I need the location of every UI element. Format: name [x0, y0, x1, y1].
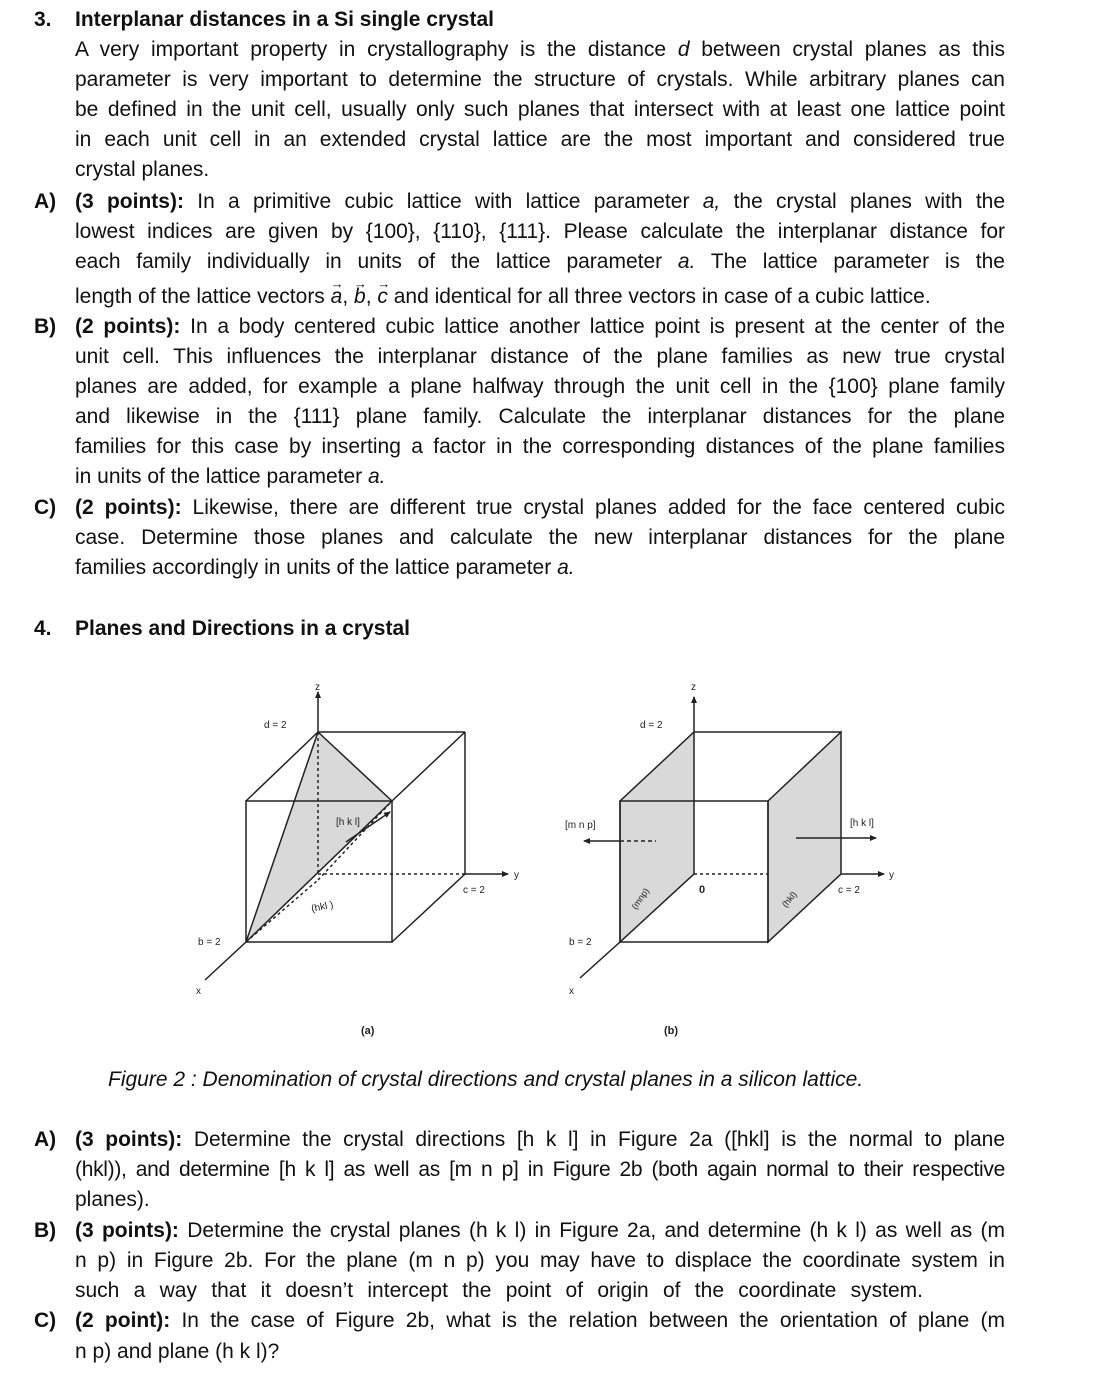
q3b-label: B): [34, 315, 57, 338]
q3b-line-1: (2 points): In a body centered cubic lattice another lattice point is present at the center of the: [75, 315, 1006, 338]
q3-title: Interplanar distances in a Si single crystal: [75, 8, 494, 31]
q4a-line-1: (3 points): Determine the crystal directions [h k l] in Figure 2a ([hkl] is the normal to plane: [75, 1128, 1005, 1151]
q3a-label: A): [34, 190, 57, 213]
fig-b-z-label: z: [691, 682, 696, 693]
q4a-label: A): [34, 1128, 57, 1151]
vector-c: → c: [377, 283, 388, 311]
fig-a-b-label: b = 2: [198, 937, 221, 948]
q3-intro-line-4: in each unit cell in an extended crystal lattice are the most important and considered true: [75, 128, 1005, 151]
fig-a-z-label: z: [315, 682, 320, 693]
q3b-line-6: in units of the lattice parameter a.: [75, 465, 386, 488]
fig-b-mnp-dir-label: [m n p]: [565, 820, 596, 831]
q4c-line-2: n p) and plane (h k l)?: [75, 1340, 280, 1363]
q4a-line-3: planes).: [75, 1188, 150, 1211]
vector-b: → b: [354, 283, 366, 311]
figure-2a: [205, 692, 508, 980]
plane-mnp-b: [620, 732, 694, 942]
q3c-label: C): [34, 496, 57, 519]
fig-a-d-label: d = 2: [264, 720, 287, 731]
figure-caption: Figure 2 : Denomination of crystal directions and crystal planes in a silicon lattice.: [108, 1068, 864, 1091]
q4a-line-2: (hkl)), and determine [h k l] as well as [m n p] in Figure 2b (both again normal to their respective: [75, 1158, 1005, 1181]
fig-b-y-label: y: [889, 870, 894, 881]
fig-b-mnp-plane-label: (mnp): [629, 886, 652, 912]
fig-a-plane-label: (hkl ): [310, 899, 335, 915]
q3b-line-4: and likewise in the {111} plane family. Calculate the interplanar distances for the plane: [75, 405, 1005, 428]
q4c-label: C): [34, 1309, 57, 1332]
q4b-line-3: such a way that it doesn’t intercept the point of origin of the coordinate system.: [75, 1279, 923, 1302]
fig-b-b-label: b = 2: [569, 937, 592, 948]
q3a-line-2: lowest indices are given by {100}, {110}, {111}. Please calculate the interplanar distance for: [75, 220, 1005, 243]
fig-b-x-label: x: [569, 986, 574, 997]
q3-intro-line-5: crystal planes.: [75, 158, 210, 181]
q3-intro-line-3: be defined in the unit cell, usually only such planes that intersect with at least one lattice point: [75, 98, 1005, 121]
fig-a-x-label: x: [196, 986, 201, 997]
q4b-label: B): [34, 1219, 57, 1242]
q3a-line-4: length of the lattice vectors → a, → b, → c and identical for all three vectors in case of a cubic lattice.: [75, 283, 931, 311]
fig-b-sublabel: (b): [664, 1025, 679, 1037]
figure-2: [0, 660, 1097, 1060]
q4c-line-1: (2 point): In the case of Figure 2b, what is the relation between the orientation of plane (m: [75, 1309, 1005, 1332]
q4-title: Planes and Directions in a crystal: [75, 617, 410, 640]
fig-a-c-label: c = 2: [463, 885, 485, 896]
plane-hkl-b: [768, 732, 841, 942]
fig-b-d-label: d = 2: [640, 720, 663, 731]
q3-number: 3.: [34, 8, 52, 31]
q3c-line-1: (2 points): Likewise, there are different true crystal planes added for the face centered cubic: [75, 496, 1005, 519]
vector-a: → a: [331, 283, 343, 311]
q3b-line-5: families for this case by inserting a factor in the corresponding distances of the plane families: [75, 435, 1005, 458]
q3b-line-3: planes are added, for example a plane halfway through the unit cell in the {100} plane family: [75, 375, 1005, 398]
q3c-line-3: families accordingly in units of the lattice parameter a.: [75, 556, 575, 579]
q3a-line-1: (3 points): In a primitive cubic lattice with lattice parameter a, the crystal planes with the: [75, 190, 1006, 213]
q3-intro-line-2: parameter is very important to determine the structure of crystals. While arbitrary planes can: [75, 68, 1005, 91]
fig-a-sublabel: (a): [361, 1025, 375, 1037]
fig-b-hkl-plane-label: (hkl): [779, 889, 799, 910]
fig-a-y-label: y: [514, 870, 519, 881]
fig-b-hkl-dir-label: [h k l]: [850, 818, 874, 829]
q4b-line-1: (3 points): Determine the crystal planes (h k l) in Figure 2a, and determine (h k l) as well as (m: [75, 1219, 1005, 1242]
q3c-line-2: case. Determine those planes and calculate the new interplanar distances for the plane: [75, 526, 1005, 549]
q4b-line-2: n p) in Figure 2b. For the plane (m n p) you may have to displace the coordinate system in: [75, 1249, 1005, 1272]
figure-2b: [580, 697, 884, 978]
fig-b-origin-label: 0: [699, 884, 706, 896]
q3-intro-line-1: A very important property in crystallography is the distance d between crystal planes as this: [75, 38, 1005, 61]
q4-number: 4.: [34, 617, 52, 640]
fig-a-dir-label: [h k l]: [336, 817, 360, 828]
fig-b-c-label: c = 2: [838, 885, 860, 896]
q3b-line-2: unit cell. This influences the interplanar distance of the plane families as new true crystal: [75, 345, 1005, 368]
q3a-line-3: each family individually in units of the lattice parameter a. The lattice parameter is the: [75, 250, 1005, 273]
